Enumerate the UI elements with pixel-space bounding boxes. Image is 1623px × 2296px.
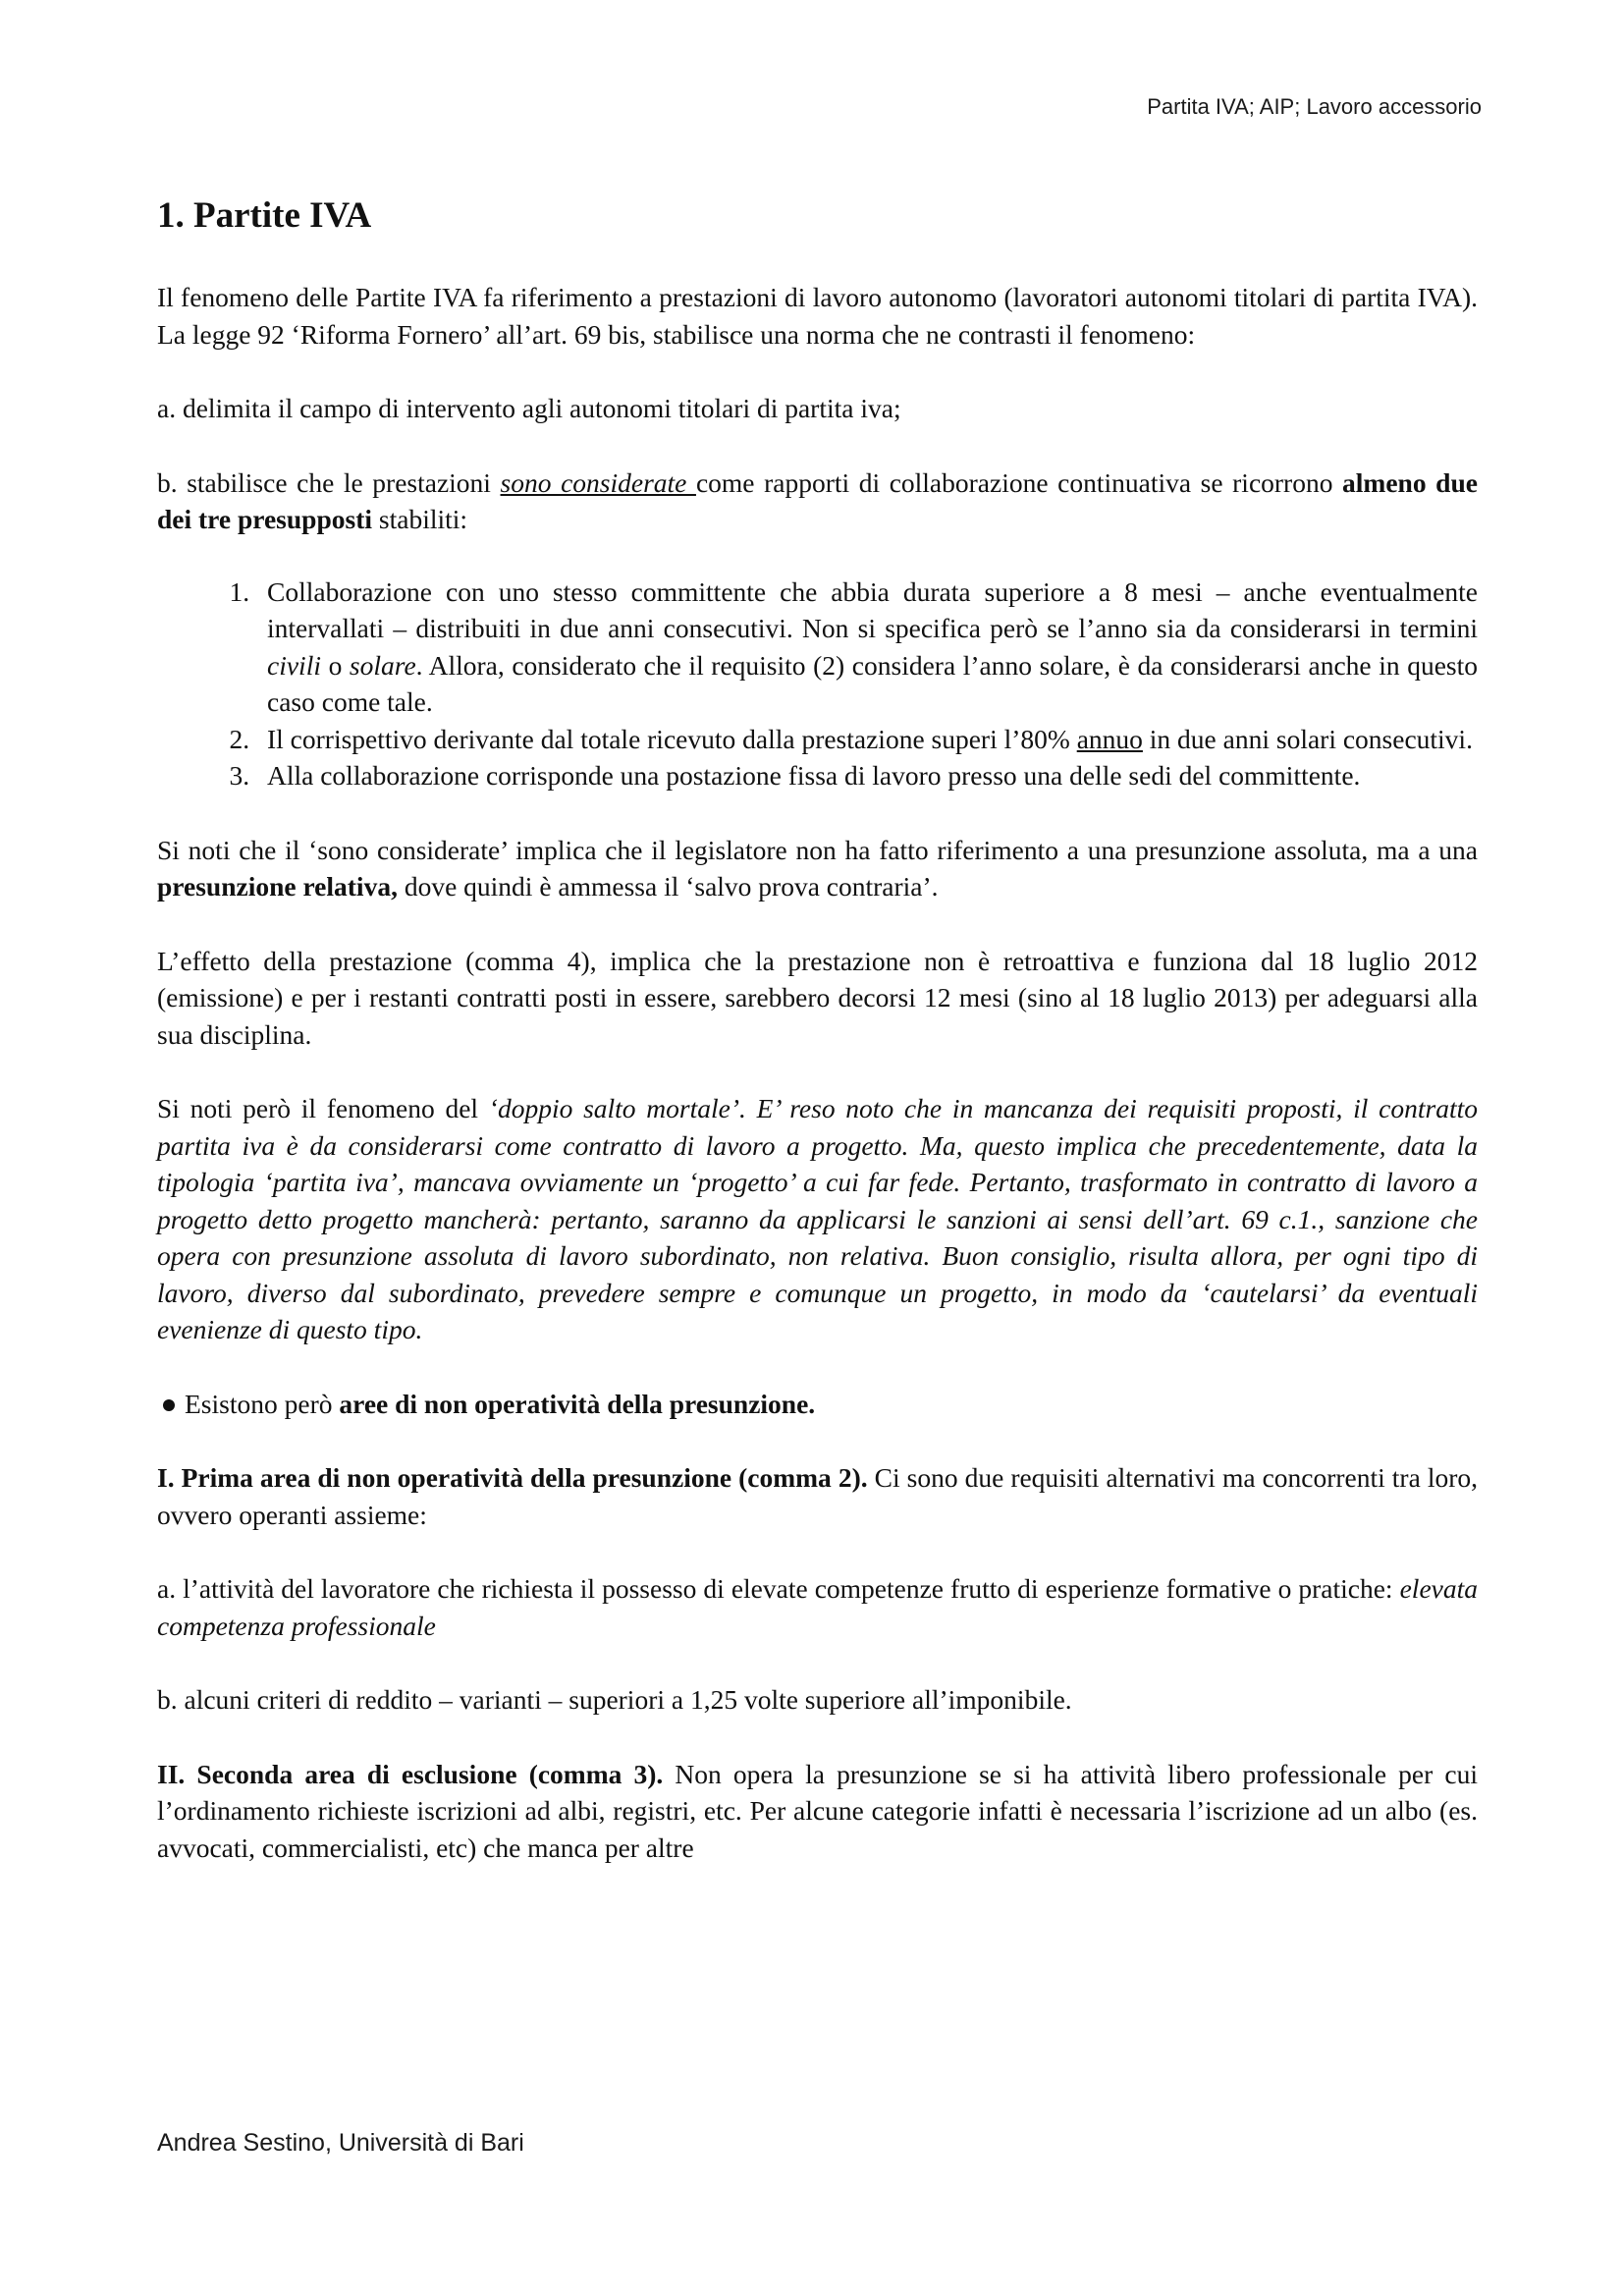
requirements-list (157, 574, 1478, 794)
emphasis-sono-considerate: sono considerate (500, 466, 696, 498)
requirement-item-2: 2. Il corrispettivo derivante dal totale ricevuto dalla prestazione superi l’80% annuo in due anni solari consecutivi. (256, 721, 1478, 758)
point-a-paragraph: a. delimita il campo di intervento agli autonomi titolari di partita iva; (157, 393, 901, 423)
bullet-icon (163, 1399, 175, 1411)
seconda-area-paragraph: II. Seconda area di esclusione (comma 3). Non opera la presunzione se si ha attività libero professionale per cui l’ordinamento richieste iscrizioni ad albi, registri, etc. Per alcune categorie infatti è necessaria l’iscrizione ad un albo (es. avvocati, commercialisti, etc) che manca per altre (157, 1758, 1479, 1863)
prima-area-paragraph: I. Prima area di non operatività della presunzione (comma 2). Ci sono due requisiti alternativi ma concorrenti tra loro, ovvero operanti assieme: (157, 1462, 1478, 1530)
page-footer: Andrea Sestino, Università di Bari (157, 2129, 524, 2157)
presunzione-paragraph: Si noti che il ‘sono considerate’ implica che il legislatore non ha fatto riferimento a una presunzione assoluta, ma a una presunzione relativa, dove quindi è ammessa il ‘salvo prova contraria’. (157, 834, 1478, 902)
section-title: 1. Partite IVA (157, 195, 372, 236)
document-body (157, 192, 1478, 1903)
aree-paragraph: Esistono però aree di non operatività della presunzione. (157, 1386, 1478, 1423)
doppio-salto-paragraph: Si noti però il fenomeno del ‘doppio salto mortale’. E’ reso noto che in mancanza dei requisiti proposti, il contratto partita iva è da considerarsi come contratto di lavoro a progetto. Ma, questo implica che precedentemente, data la tipologia ‘partita iva’, mancava ovviamente un ‘progetto’ a cui far fede. Pertanto, trasformato in contratto di lavoro a progetto detto progetto mancherà: pertanto, saranno da applicarsi le sanzioni ai sensi dell’art. 69 c.1., sanzione che opera con presunzione assoluta di lavoro subordinato, non relativa. Buon consiglio, risulta allora, per ogni tipo di lavoro, diverso dal subordinato, prevedere sempre e comunque un progetto, in modo da ‘cautelarsi’ da eventuali evenienze di questo tipo. (157, 1093, 1478, 1344)
prima-b-paragraph: b. alcuni criteri di reddito – varianti – superiori a 1,25 volte superiore all’imponibile. (157, 1684, 1072, 1715)
requirement-item-3: 3. Alla collaborazione corrisponde una postazione fissa di lavoro presso una delle sedi del committente. (256, 757, 1478, 794)
prima-a-paragraph: a. l’attività del lavoratore che richiesta il possesso di elevate competenze frutto di esperienze formative o pratiche: elevata competenza professionale (157, 1573, 1478, 1641)
effetto-paragraph: L’effetto della prestazione (comma 4), implica che la prestazione non è retroattiva e funziona dal 18 luglio 2012 (emissione) e per i restanti contratti posti in essere, sarebbero decorsi 12 mesi (sino al 18 luglio 2013) per adeguarsi alla sua disciplina. (157, 945, 1478, 1050)
point-b-paragraph: b. stabilisce che le prestazioni sono considerate come rapporti di collaborazione continuativa se ricorrono almeno due dei tre presupposti stabiliti: (157, 466, 1478, 534)
running-header: Partita IVA; AIP; Lavoro accessorio (1147, 94, 1482, 119)
bold-presupposti: almeno due dei tre presupposti (157, 466, 1478, 534)
requirement-item-1: 1. Collaborazione con uno stesso committente che abbia durata superiore a 8 mesi – anche eventualmente intervallati – distribuiti in due anni consecutivi. Non si specifica però se l’anno sia da considerarsi in termini civili o solare. Allora, considerato che il requisito (2) considera l’anno solare, è da considerarsi anche in questo caso come tale. (256, 574, 1478, 721)
intro-paragraph: Il fenomeno delle Partite IVA fa riferimento a prestazioni di lavoro autonomo (lavoratori autonomi titolari di partita IVA). La legge 92 ‘Riforma Fornero’ all’art. 69 bis, stabilisce una norma che ne contrasti il fenomeno: (157, 282, 1478, 350)
